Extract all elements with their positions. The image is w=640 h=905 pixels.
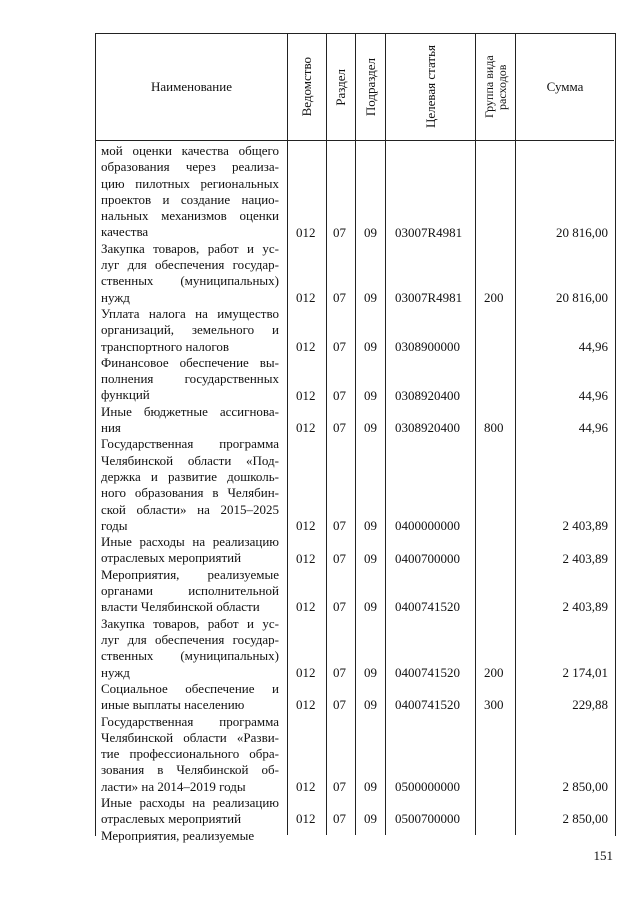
header-celevaya-label: Целевая статья [422, 45, 438, 129]
row-raz: 07 [333, 599, 346, 615]
row-name-line: Иные бюджетные ассигнова- [101, 403, 279, 419]
row-name-line: Иные расходы на реализацию [101, 534, 279, 550]
row-sum: 2 174,01 [562, 664, 608, 680]
header-gruppa-label: Группа вида расходов [481, 55, 509, 119]
row-raz: 07 [333, 811, 346, 827]
row-pod: 09 [364, 224, 377, 240]
row-name-line: Государственная программа [101, 436, 279, 452]
row-sum: 44,96 [578, 420, 608, 436]
row-pod: 09 [364, 387, 377, 403]
row-ved: 012 [296, 811, 316, 827]
row-grp: 200 [484, 289, 504, 305]
row-cs: 0308900000 [395, 338, 460, 354]
row-name [101, 714, 279, 795]
row-raz: 07 [333, 224, 346, 240]
row-raz: 07 [333, 550, 346, 566]
row-cs: 0500700000 [395, 811, 460, 827]
row-name-line: держка и развитие дошколь- [101, 468, 279, 484]
header-vedomstvo [288, 34, 326, 140]
row-ved: 012 [296, 387, 316, 403]
row-sum: 2 850,00 [562, 778, 608, 794]
row-name [101, 241, 279, 306]
row-ved: 012 [296, 224, 316, 240]
row-grp: 200 [484, 664, 504, 680]
header-name-label: Наименование [151, 79, 232, 94]
column-divider [475, 33, 476, 835]
row-cs: 03007R4981 [395, 224, 463, 240]
row-cs: 0400741520 [395, 599, 460, 615]
header-celevaya [386, 34, 475, 140]
row-name-line: организаций, земельного и [101, 322, 279, 338]
row-raz: 07 [333, 778, 346, 794]
row-ved: 012 [296, 338, 316, 354]
header-razdel-label: Раздел [333, 68, 348, 106]
row-grp: 300 [484, 697, 504, 713]
row-name [101, 143, 279, 241]
row-name-line: Челябинской области «Разви- [101, 729, 279, 745]
row-ved: 012 [296, 599, 316, 615]
column-divider [326, 33, 327, 835]
row-name-line: ственных (муниципальных) [101, 273, 279, 289]
row-cs: 0308920400 [395, 420, 460, 436]
row-sum: 20 816,00 [556, 224, 608, 240]
column-divider [287, 33, 288, 835]
header-divider [95, 140, 614, 141]
row-name-line: образования через реализа- [101, 159, 279, 175]
row-name-line: луг для обеспечения государ- [101, 257, 279, 273]
row-name-line: качества [101, 224, 149, 240]
row-raz: 07 [333, 387, 346, 403]
row-name-line: функций [101, 387, 150, 403]
row-sum: 44,96 [578, 338, 608, 354]
row-cs: 0400741520 [395, 664, 460, 680]
row-name-line: ской области» на 2015–2025 [101, 501, 279, 517]
row-sum: 2 403,89 [562, 517, 608, 533]
row-ved: 012 [296, 664, 316, 680]
row-name-line: Закупка товаров, работ и ус- [101, 240, 279, 256]
row-cs: 0500000000 [395, 778, 460, 794]
row-name-line: Мероприятия, реализуемые [101, 566, 279, 582]
row-name-line: ния [101, 420, 121, 436]
row-ved: 012 [296, 550, 316, 566]
row-name-line: годы [101, 517, 128, 533]
row-sum: 2 850,00 [562, 811, 608, 827]
row-name [101, 828, 279, 844]
row-name-line: нужд [101, 289, 130, 305]
row-cs: 0400700000 [395, 550, 460, 566]
row-pod: 09 [364, 599, 377, 615]
row-raz: 07 [333, 664, 346, 680]
row-name-line: полнения государственных [101, 371, 279, 387]
row-name-line: Закупка товаров, работ и ус- [101, 615, 279, 631]
row-name [101, 306, 279, 355]
row-name-line: отраслевых мероприятий [101, 811, 242, 827]
row-name-line: нужд [101, 664, 130, 680]
row-pod: 09 [364, 778, 377, 794]
row-cs: 03007R4981 [395, 289, 463, 305]
row-raz: 07 [333, 517, 346, 533]
row-name-line: луг для обеспечения государ- [101, 631, 279, 647]
row-raz: 07 [333, 338, 346, 354]
row-name-line: органами исполнительной [101, 583, 279, 599]
row-pod: 09 [364, 338, 377, 354]
row-raz: 07 [333, 420, 346, 436]
row-name [101, 567, 279, 616]
row-name-line: транспортного налогов [101, 338, 229, 354]
header-vedomstvo-label: Ведомство [299, 57, 314, 117]
row-name [101, 404, 279, 437]
row-ved: 012 [296, 289, 316, 305]
row-name-line: Челябинской области «Под- [101, 452, 279, 468]
row-ved: 012 [296, 517, 316, 533]
header-podrazdel [356, 34, 385, 140]
row-name-line: проектов и создание нацио- [101, 191, 279, 207]
row-name-line: Социальное обеспечение и [101, 680, 279, 696]
row-ved: 012 [296, 420, 316, 436]
row-name [101, 795, 279, 828]
row-raz: 07 [333, 697, 346, 713]
row-cs: 0308920400 [395, 387, 460, 403]
row-name-line: ного образования в Челябин- [101, 485, 279, 501]
header-gruppa [476, 34, 515, 140]
row-sum: 2 403,89 [562, 599, 608, 615]
column-divider [515, 33, 516, 835]
header-razdel [327, 34, 355, 140]
row-name-line: ласти» на 2014–2019 годы [101, 778, 246, 794]
row-pod: 09 [364, 664, 377, 680]
row-sum: 44,96 [578, 387, 608, 403]
row-name-line: нальных механизмов оценки [101, 208, 279, 224]
page-number: 151 [593, 848, 613, 863]
row-pod: 09 [364, 550, 377, 566]
header-name [96, 34, 287, 140]
row-name-line: мой оценки качества общего [101, 143, 279, 158]
row-name [101, 616, 279, 681]
row-name-line: тие профессионального обра- [101, 746, 279, 762]
row-name-line: Мероприятия, реализуемые [101, 827, 255, 843]
column-divider [355, 33, 356, 835]
row-name-line: Финансовое обеспечение вы- [101, 354, 279, 370]
row-name [101, 681, 279, 714]
row-pod: 09 [364, 420, 377, 436]
row-name-line: зования в Челябинской об- [101, 762, 279, 778]
row-name-line: Уплата налога на имущество [101, 306, 279, 321]
row-name [101, 534, 279, 567]
row-sum: 20 816,00 [556, 289, 608, 305]
row-name-line: отраслевых мероприятий [101, 550, 242, 566]
row-name-line: иные выплаты населению [101, 697, 245, 713]
row-sum: 229,88 [572, 697, 608, 713]
row-name [101, 355, 279, 404]
row-grp: 800 [484, 420, 504, 436]
header-podrazdel-label: Подраздел [362, 57, 378, 117]
row-name-line: цию пилотных региональных [101, 175, 279, 191]
row-name [101, 436, 279, 534]
row-cs: 0400741520 [395, 697, 460, 713]
row-ved: 012 [296, 697, 316, 713]
row-raz: 07 [333, 289, 346, 305]
row-pod: 09 [364, 517, 377, 533]
row-name-line: власти Челябинской области [101, 599, 260, 615]
header-summa [516, 34, 614, 140]
row-ved: 012 [296, 778, 316, 794]
column-divider [385, 33, 386, 835]
header-summa-label: Сумма [546, 79, 584, 94]
row-sum: 2 403,89 [562, 550, 608, 566]
row-name-line: Иные расходы на реализацию [101, 795, 279, 810]
row-pod: 09 [364, 697, 377, 713]
row-name-line: ственных (муниципальных) [101, 648, 279, 664]
row-pod: 09 [364, 811, 377, 827]
row-cs: 0400000000 [395, 517, 460, 533]
row-name-line: Государственная программа [101, 713, 279, 729]
row-pod: 09 [364, 289, 377, 305]
